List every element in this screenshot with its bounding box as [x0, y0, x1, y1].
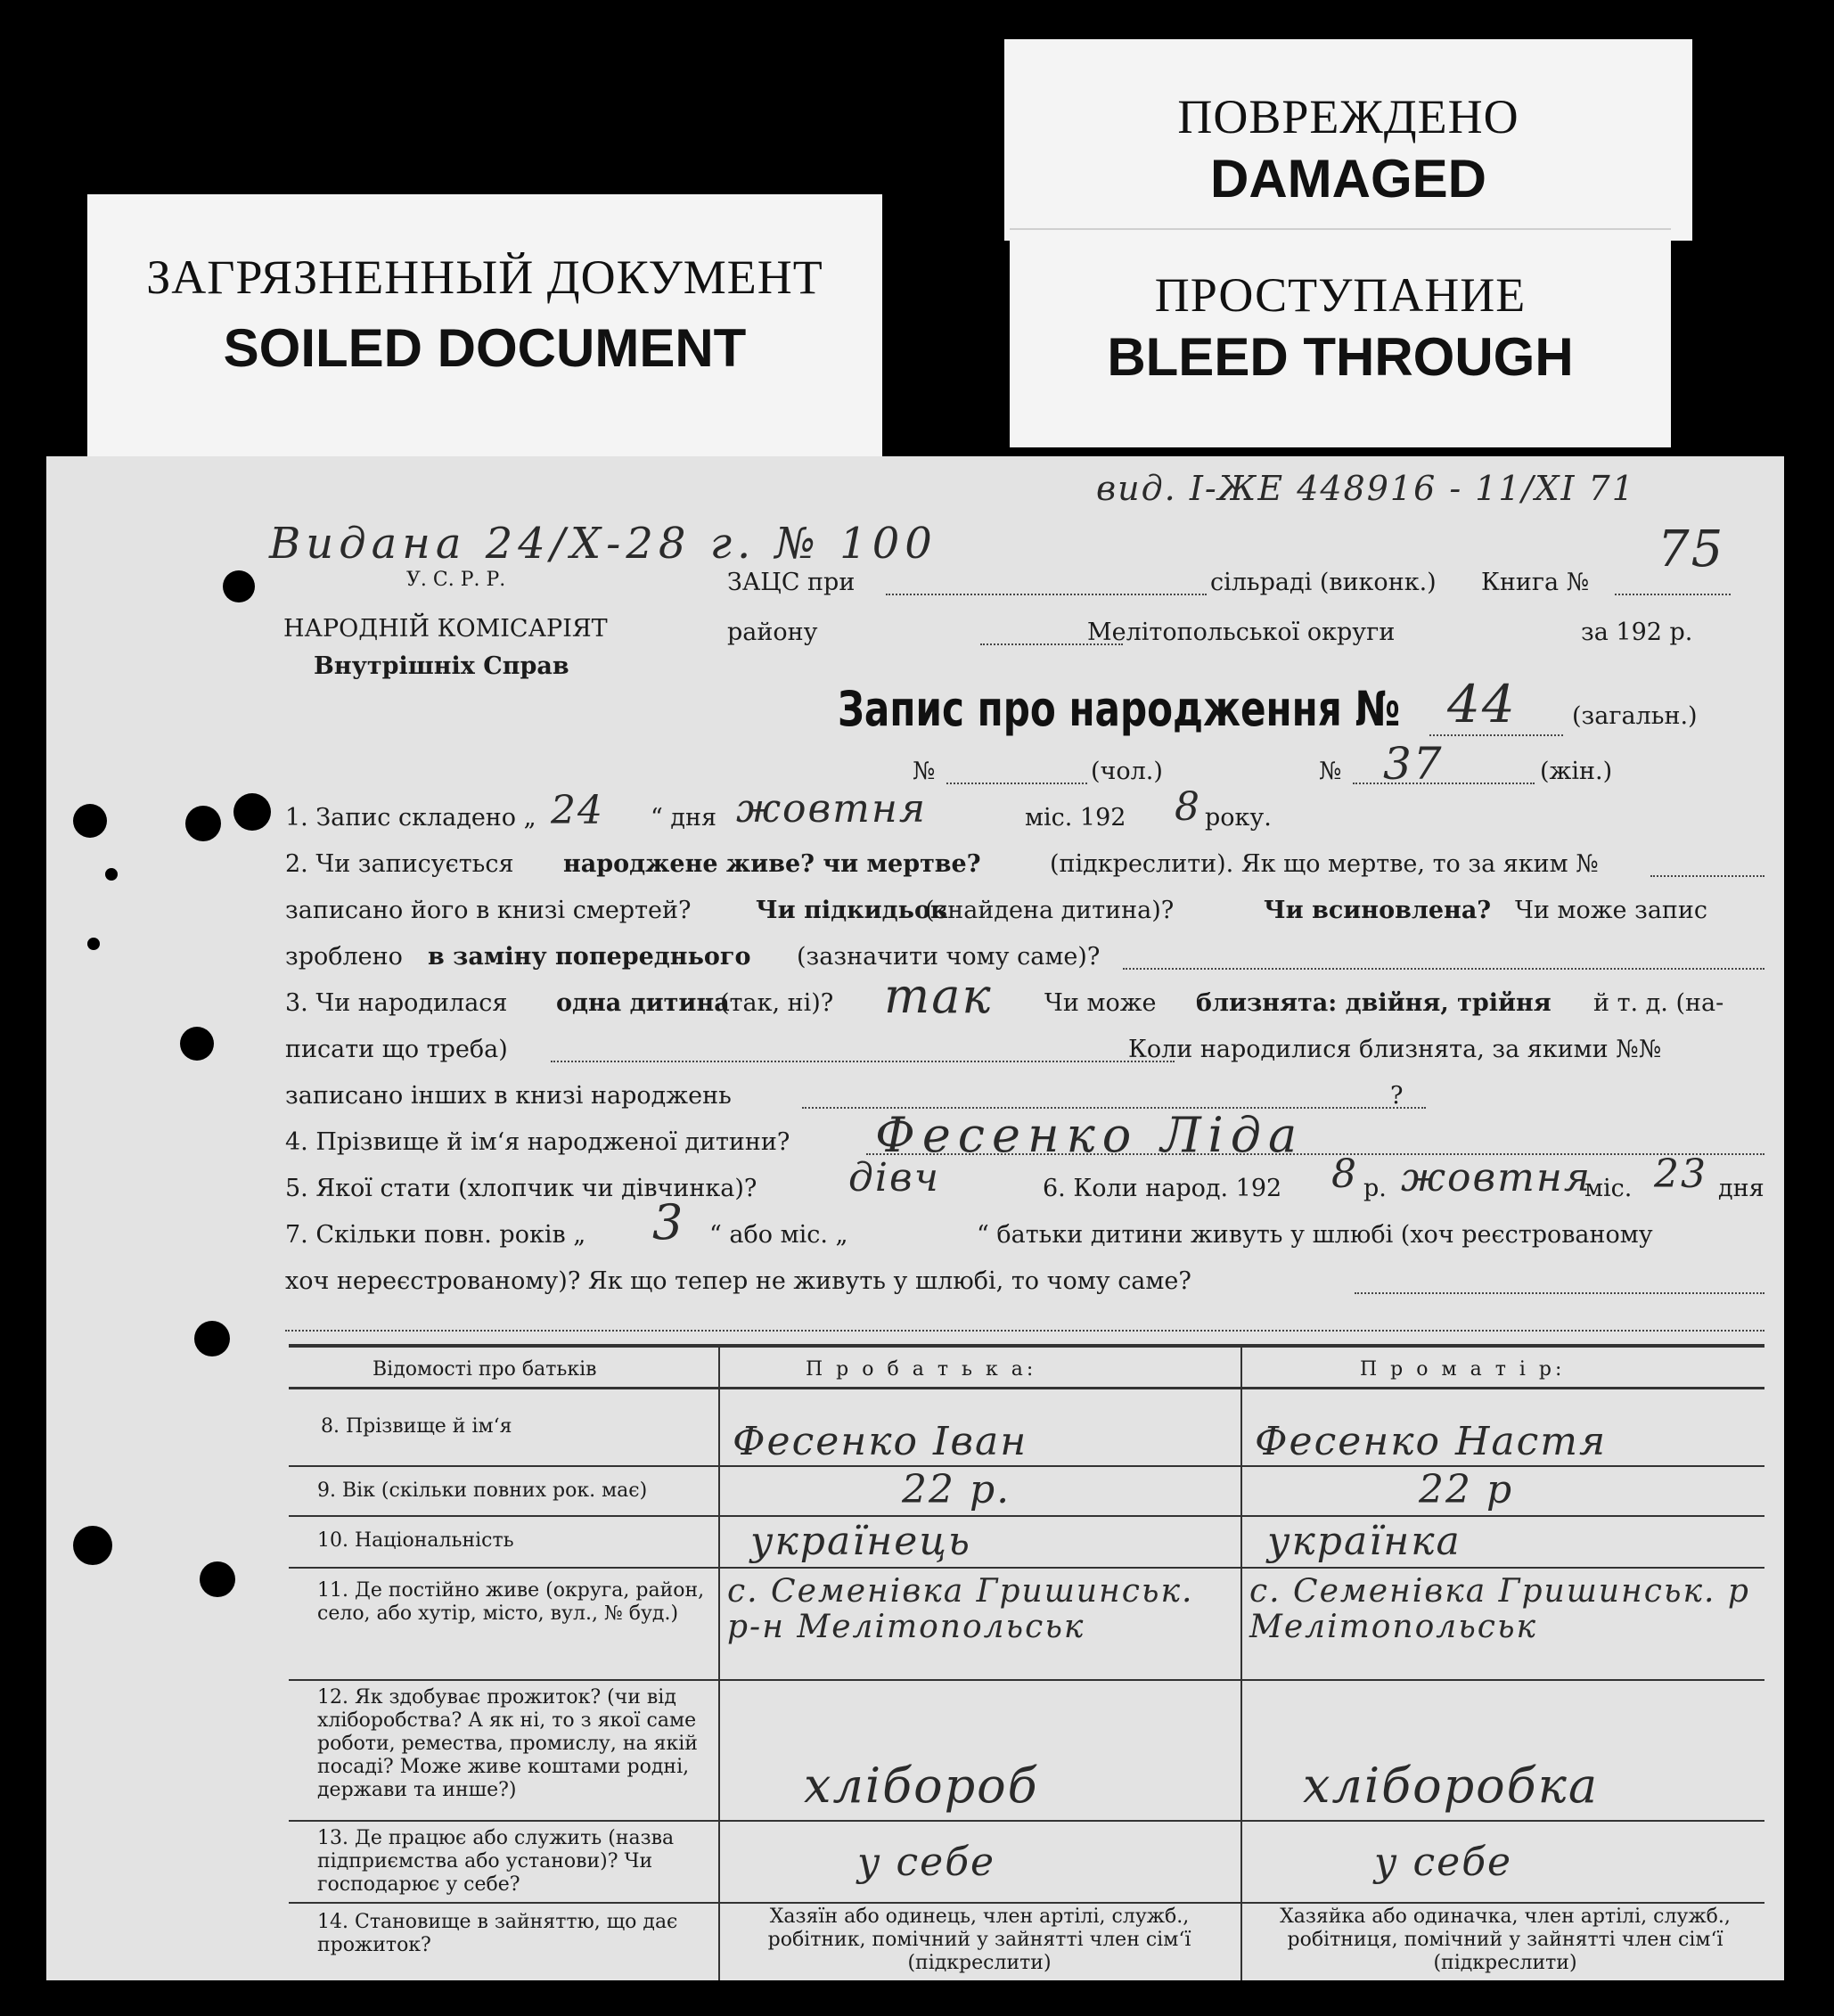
damaged-label-en: DAMAGED — [1210, 149, 1486, 209]
father-age: 22 р. — [902, 1467, 1011, 1512]
mother-status-options: Хазяйка або одиначка, член артілі, служб., робітниця, помічний у зайнятті член сім‘ї (підкреслити) — [1280, 1905, 1731, 1974]
field-2-specify: (зазначити чому саме)? — [797, 943, 1101, 971]
punch-hole — [105, 868, 118, 881]
field-2-foundling: Чи підкидьок — [756, 897, 948, 924]
field-2-label: 2. Чи записується — [285, 850, 514, 878]
handwritten-married-years: 3 — [652, 1194, 685, 1250]
field-3-twins-blank — [551, 1061, 1175, 1062]
field-3-twins-numbers: Коли народилися близнята, за якими №№ — [1128, 1036, 1662, 1063]
field-3-twins: близнята: двійня, трійня — [1196, 989, 1552, 1017]
handwritten-day: 24 — [551, 788, 604, 833]
row-label-nationality: 10. Національність — [317, 1529, 514, 1552]
book-blank — [1615, 594, 1731, 595]
table-top-rule — [289, 1344, 1764, 1348]
field-1-year-label: року. — [1205, 804, 1272, 832]
field-3-yes-no: (так, ні)? — [720, 989, 834, 1017]
field-2-blank — [1650, 875, 1764, 877]
record-title: Запис про народження № — [838, 681, 1401, 737]
field-7-blank-2 — [285, 1330, 1764, 1332]
handwritten-one-child-answer: так — [884, 968, 993, 1024]
handwritten-sex: дівч — [848, 1155, 940, 1201]
damaged-label-ru: ПОВРЕЖДЕНО — [1177, 90, 1519, 143]
mother-workplace: у себе — [1374, 1840, 1513, 1885]
zags-label: ЗАЦС при — [727, 569, 856, 596]
punch-hole — [194, 1321, 230, 1356]
birth-record-sheet — [46, 456, 1784, 1980]
row-label-age: 9. Вік (скільки повних рок. має) — [317, 1479, 648, 1502]
table-row-rule — [289, 1567, 1764, 1569]
row-label-livelihood: 12. Як здобуває прожиток? (чи від хліборобства? А як ні, то з якої саме роботи, ремества, промислу, на якій посаді? Може живе коштами родні, держави та инше?) — [317, 1686, 698, 1801]
field-7-blank — [1355, 1292, 1764, 1294]
field-2-record-can: Чи може запис — [1515, 897, 1708, 924]
field-6-day: дня — [1718, 1175, 1764, 1202]
father-nationality: українець — [750, 1519, 971, 1564]
field-2-underline-note: (підкреслити). Як що мертве, то за яким № — [1050, 850, 1599, 878]
table-row-rule — [289, 1902, 1764, 1904]
punch-hole — [73, 804, 107, 838]
male-number-sign: № — [913, 758, 936, 785]
handwritten-month: жовтня — [736, 786, 927, 832]
handwritten-birth-year: 8 — [1331, 1151, 1358, 1197]
table-header-parents: Відомості про батьків — [373, 1358, 597, 1381]
female-number-blank — [1353, 783, 1535, 784]
bleed-label-en: BLEED THROUGH — [1107, 327, 1574, 387]
row-label-name: 8. Прізвище й ім‘я — [321, 1415, 512, 1438]
father-workplace: у себе — [857, 1840, 996, 1885]
field-3-write: писати що треба) — [285, 1036, 508, 1063]
general-number-blank — [1429, 734, 1563, 736]
table-row-rule — [289, 1465, 1764, 1467]
mother-name: Фесенко Настя — [1255, 1419, 1608, 1464]
male-number-blank — [946, 783, 1087, 784]
field-7-label: 7. Скільки повн. років „ — [285, 1221, 586, 1249]
bleed-label-ru: ПРОСТУПАНИЕ — [1154, 268, 1527, 322]
field-7-unregistered: хоч нереєстрованому)? Як що тепер не живуть у шлюбі, то чому саме? — [285, 1267, 1191, 1295]
female-number-sign: № — [1319, 758, 1342, 785]
damaged-label — [1004, 39, 1692, 241]
silrada-label: сільраді (виконк.) — [1210, 569, 1437, 596]
male-label: (чол.) — [1091, 758, 1163, 785]
silrada-blank — [886, 594, 1207, 595]
field-3-others: записано інших в книзі народжень — [285, 1082, 732, 1110]
field-2-death-book: записано його в книзі смертей? — [285, 897, 692, 924]
female-label: (жін.) — [1540, 758, 1613, 785]
field-2-replacement: в заміну попереднього — [428, 943, 751, 971]
field-4-label: 4. Прізвище й ім‘я народженої дитини? — [285, 1128, 790, 1156]
father-status-options: Хазяїн або одинець, член артілі, служб., робітник, помічний у зайнятті член сім‘ї (підкреслити) — [767, 1905, 1191, 1974]
table-header-mother: П р о м а т і р: — [1360, 1358, 1566, 1381]
field-2-adopted: Чи всиновлена? — [1264, 897, 1492, 924]
soiled-label-en: SOILED DOCUMENT — [223, 318, 747, 378]
handwritten-birth-month: жовтня — [1401, 1155, 1592, 1201]
father-name: Фесенко Іван — [733, 1419, 1028, 1464]
field-6-year: р. — [1363, 1175, 1387, 1202]
year-label: за 192 р. — [1581, 619, 1693, 646]
punch-hole — [87, 938, 100, 950]
field-6-month: міс. — [1584, 1175, 1633, 1202]
soiled-document-label — [87, 194, 882, 462]
field-2-made: зроблено — [285, 943, 403, 971]
punch-hole — [233, 793, 271, 831]
soiled-label-ru: ЗАГРЯЗНЕННЫЙ ДОКУМЕНТ — [146, 250, 823, 304]
handwritten-issued-note: Видана 24/Х-28 г. № 100 — [269, 519, 937, 569]
table-col-rule — [718, 1348, 720, 1980]
field-3-one-child: одна дитина — [556, 989, 730, 1017]
table-row-rule — [289, 1820, 1764, 1822]
bleed-through-label — [1010, 228, 1671, 447]
mother-residence: с. Семенівка Гришинськ. р Мелітопольськ — [1249, 1573, 1750, 1645]
field-3-label: 3. Чи народилася — [285, 989, 508, 1017]
internal-affairs-header: Внутрішніх Справ — [314, 652, 569, 680]
punch-hole — [180, 1027, 214, 1061]
field-7-married: “ батьки дитини живуть у шлюбі (хоч реєстрованому — [977, 1221, 1653, 1249]
field-7-months: “ або міс. „ — [709, 1221, 848, 1249]
field-6-label: 6. Коли народ. 192 — [1043, 1175, 1282, 1202]
commissariat-header: НАРОДНІЙ КОМІСАРІЯТ — [283, 615, 608, 643]
punch-hole — [73, 1526, 112, 1565]
field-2-alive-dead: народжене живе? чи мертве? — [563, 850, 981, 878]
field-4-blank — [866, 1153, 1764, 1155]
field-5-label: 5. Якої стати (хлопчик чи дівчинка)? — [285, 1175, 757, 1202]
handwritten-female-number: 37 — [1383, 738, 1444, 790]
field-2-reason-blank — [1123, 968, 1764, 970]
row-label-residence: 11. Де постійно живе (округа, район, село, або хутір, місто, вул., № буд.) — [317, 1579, 705, 1625]
okruha-label: Мелітопольської округи — [1087, 619, 1396, 646]
father-livelihood: хлібороб — [804, 1758, 1039, 1814]
handwritten-birth-day: 23 — [1654, 1151, 1707, 1197]
field-3-may-be: Чи може — [1044, 989, 1157, 1017]
table-row-rule — [289, 1679, 1764, 1681]
handwritten-book-number: 75 — [1658, 520, 1725, 578]
mother-livelihood: хліборобка — [1303, 1758, 1600, 1814]
punch-hole — [200, 1561, 235, 1597]
table-col-rule — [1240, 1348, 1242, 1980]
punch-hole — [185, 806, 221, 841]
handwritten-general-number: 44 — [1447, 674, 1517, 734]
field-1-label: 1. Запис складено „ — [285, 804, 536, 832]
book-label: Книга № — [1481, 569, 1590, 596]
row-label-status: 14. Становище в зайняттю, що дає прожиток? — [317, 1911, 678, 1956]
father-residence: с. Семенівка Гришинськ. р-н Мелітопольськ — [727, 1573, 1194, 1645]
handwritten-archive-note: вид. І-ЖЕ 448916 - 11/ХІ 71 — [1096, 469, 1635, 508]
field-1-month-label: міс. 192 — [1025, 804, 1126, 832]
mother-nationality: українка — [1267, 1519, 1461, 1564]
field-3-question: ? — [1390, 1082, 1404, 1110]
usrr-header: У. С. Р. Р. — [406, 569, 506, 591]
field-2-found-child: (знайдена дитина)? — [925, 897, 1175, 924]
table-header-father: П р о б а т ь к а: — [806, 1358, 1037, 1381]
punch-hole — [223, 570, 255, 602]
table-row-rule — [289, 1515, 1764, 1517]
handwritten-year-digit: 8 — [1175, 784, 1201, 830]
row-label-workplace: 13. Де працює або служить (назва підприємства або установи)? Чи господарює у себе? — [317, 1827, 675, 1896]
field-3-etc: й т. д. (на- — [1593, 989, 1724, 1017]
raion-label: району — [727, 619, 818, 646]
field-1-day-label: “ дня — [651, 804, 717, 832]
table-header-rule — [289, 1387, 1764, 1389]
mother-age: 22 р — [1419, 1467, 1514, 1512]
handwritten-child-name: Фесенко Ліда — [875, 1107, 1305, 1163]
general-label: (загальн.) — [1572, 702, 1698, 730]
